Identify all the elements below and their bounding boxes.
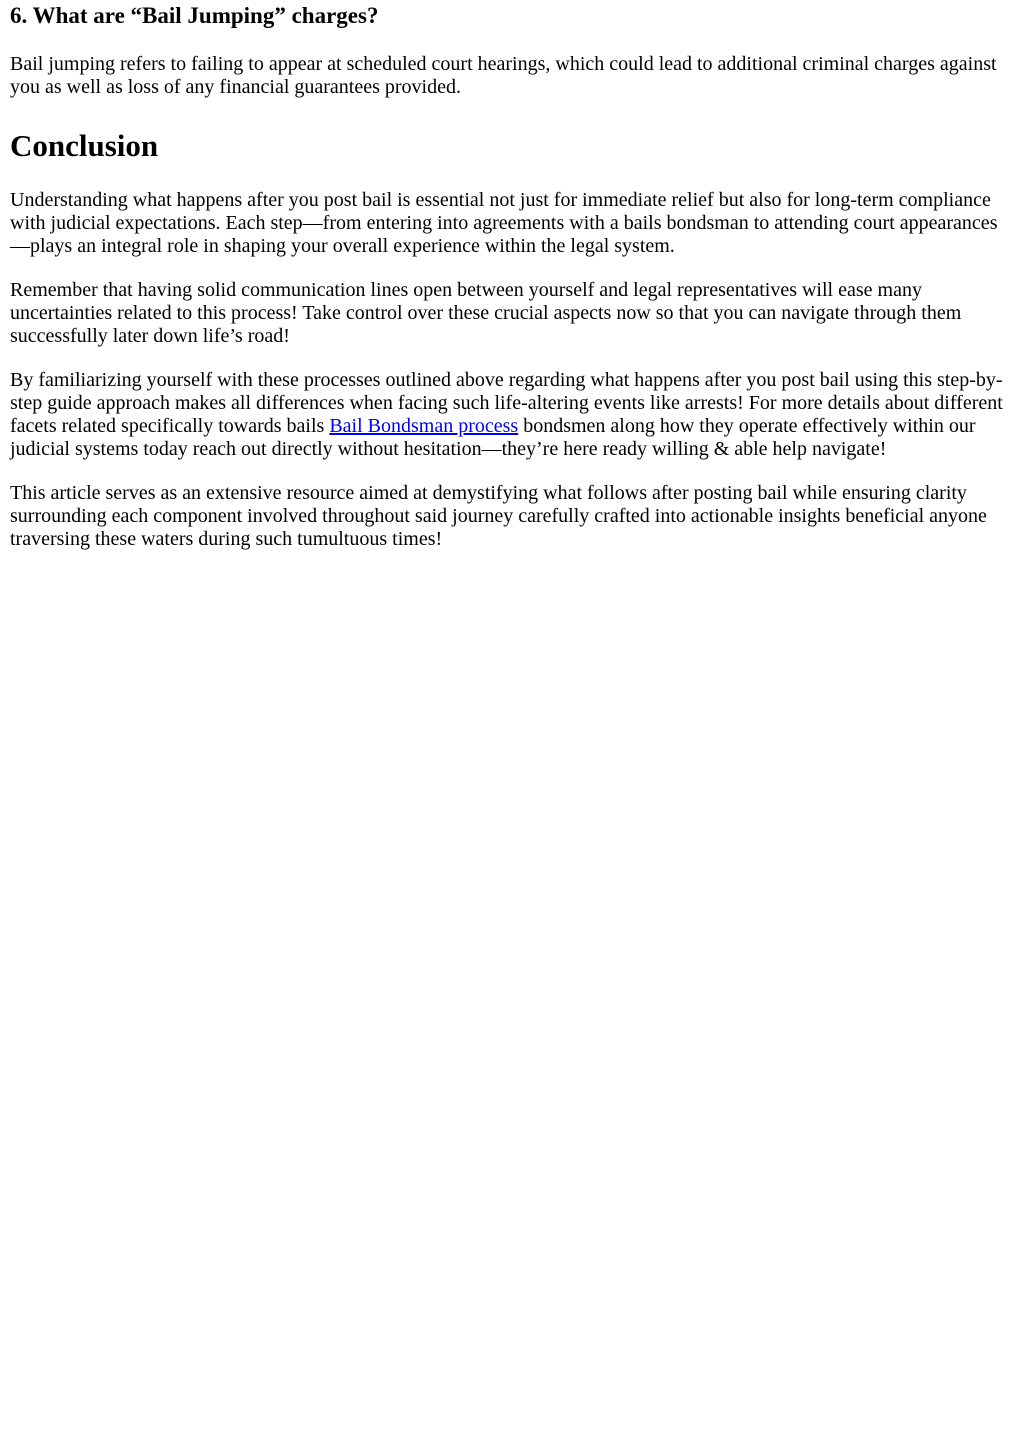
paragraph-3-text-after: bondsmen along how they operate effectively within our judicial systems today reach out directly without hesitation—they’re here ready willing & able help navigate! xyxy=(10,415,976,460)
bail-bondsman-process-link[interactable]: Bail Bondsman process xyxy=(329,415,519,437)
paragraph-3-text-before: By familiarizing yourself with these processes outlined above regarding what happens after you post bail using this step-by-step guide approach makes all differences when facing such life-altering events like arrests! For more details about different facets related specifically towards bails xyxy=(10,369,1003,437)
conclusion-paragraph-3 xyxy=(10,369,1014,461)
article-content xyxy=(10,0,1014,551)
conclusion-paragraph-4: This article serves as an extensive resource aimed at demystifying what follows after posting bail while ensuring clarity surrounding each component involved throughout said journey carefully crafted into actionable insights beneficial anyone traversing these waters during such tumultuous times! xyxy=(10,482,987,550)
conclusion-paragraph-1: Understanding what happens after you post bail is essential not just for immediate relief but also for long-term compliance with judicial expectations. Each step—from entering into agreements with a bails bondsman to attending court appearances—plays an integral role in shaping your overall experience within the legal system. xyxy=(10,189,998,257)
conclusion-paragraph-2: Remember that having solid communication lines open between yourself and legal representatives will ease many uncertainties related to this process! Take control over these crucial aspects now so that you can navigate through them successfully later down life’s road! xyxy=(10,279,962,347)
section-heading: 6. What are “Bail Jumping” charges? xyxy=(10,3,379,28)
bail-jumping-paragraph: Bail jumping refers to failing to appear at scheduled court hearings, which could lead to additional criminal charges against you as well as loss of any financial guarantees provided. xyxy=(10,53,997,98)
conclusion-heading: Conclusion xyxy=(10,128,159,163)
